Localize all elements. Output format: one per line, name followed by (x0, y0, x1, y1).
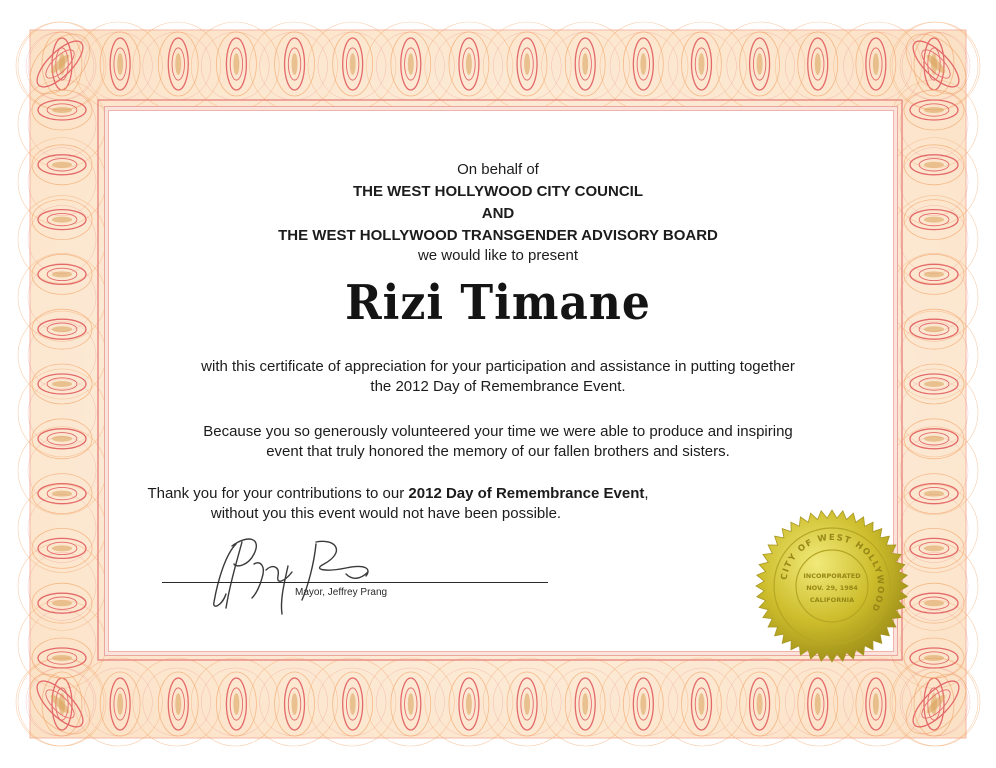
thanks-suffix: , (644, 485, 649, 502)
on-behalf-line: On behalf of (457, 161, 539, 178)
signature-line (162, 582, 548, 583)
thanks-prefix: Thank you for your contributions to our (147, 485, 409, 502)
volunteer-line-1: Because you so generously volunteered your time we were able to produce and inspiring (203, 423, 793, 440)
org-city-council: THE WEST HOLLYWOOD CITY COUNCIL (352, 183, 643, 200)
thanks-line-1 (0, 484, 896, 504)
seal-ring-text: CITY OF WEST HOLLYWOOD (779, 532, 886, 614)
mayor-signature (196, 524, 386, 616)
signature-caption: Mayor, Jeffrey Prang (295, 587, 388, 598)
seal-incorporated-text: INCORPORATED (803, 572, 861, 580)
org-advisory-board: THE WEST HOLLYWOOD TRANSGENDER ADVISORY BOARD (278, 227, 718, 244)
thanks-line-2: without you this event would not have been possible. (210, 505, 562, 522)
gold-city-seal (754, 508, 910, 664)
present-line: we would like to present (417, 247, 579, 264)
appreciation-line-2: the 2012 Day of Remembrance Event. (370, 378, 626, 395)
volunteer-line-2: event that truly honored the memory of our fallen brothers and sisters. (266, 443, 730, 460)
seal-state-text: CALIFORNIA (809, 596, 855, 604)
appreciation-line-1: with this certificate of appreciation for your participation and assistance in putting together (201, 358, 795, 375)
recipient-name: Rizi Timane (345, 275, 651, 332)
conjunction-and: AND (481, 205, 515, 222)
seal-date-text: NOV. 29, 1984 (806, 584, 858, 592)
thanks-event-name: 2012 Day of Remembrance Event (408, 485, 645, 502)
